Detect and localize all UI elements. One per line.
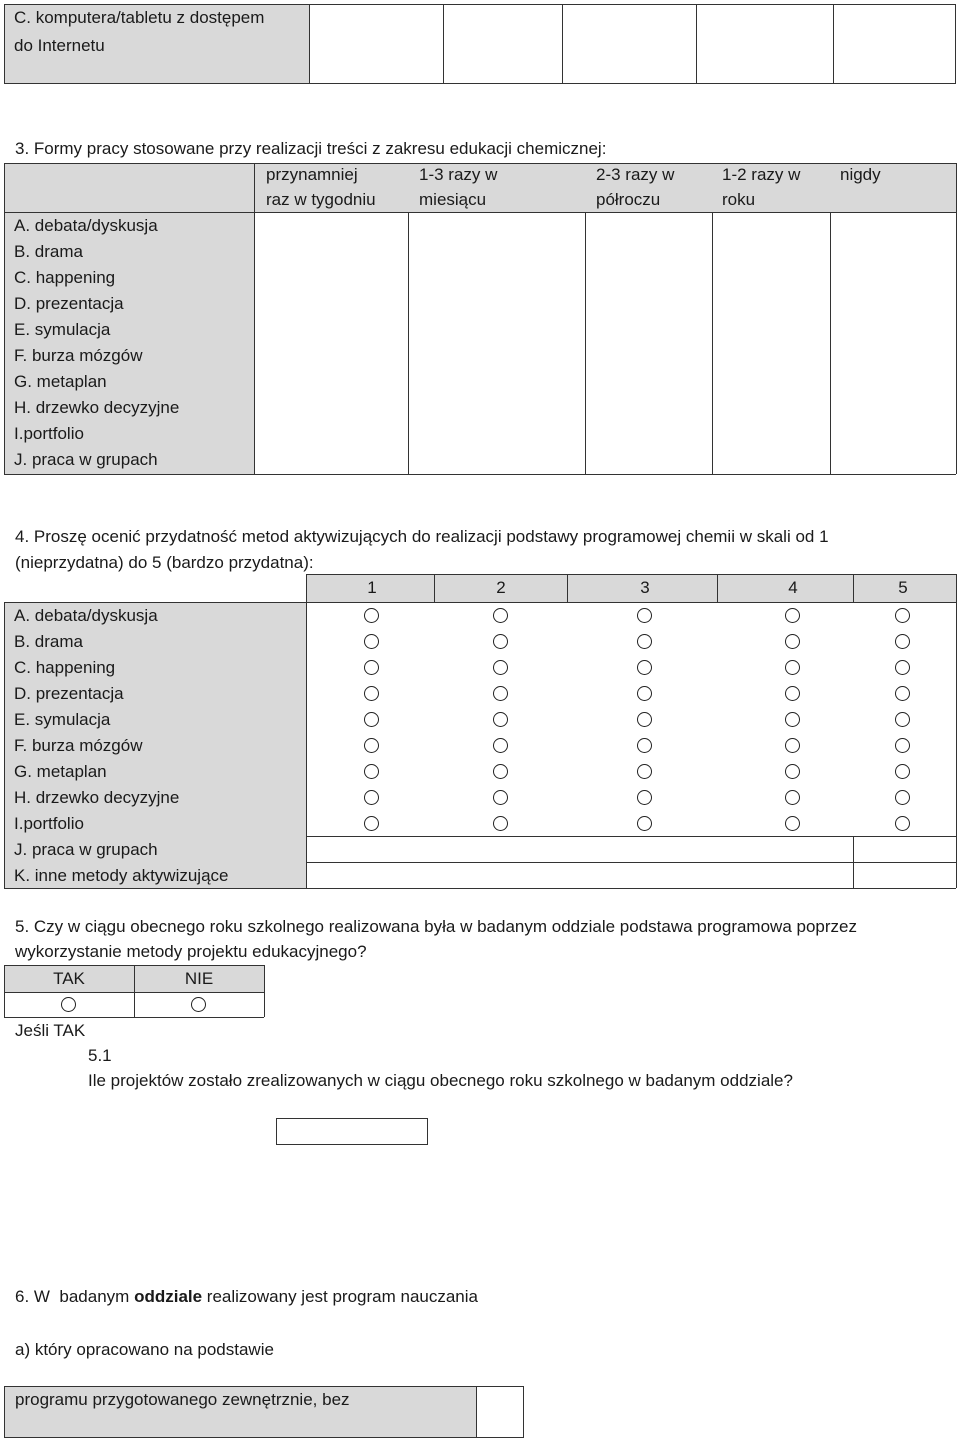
q5-radio-nie[interactable] — [191, 997, 206, 1012]
q4-grid-top — [306, 574, 956, 575]
q3-row-label: G. metaplan — [14, 372, 107, 391]
q4-radio-option[interactable] — [364, 738, 379, 753]
q4-scale-2: 2 — [496, 578, 506, 597]
q3-header-5-line1: nigdy — [840, 165, 881, 184]
q3-row-label: I.portfolio — [14, 424, 84, 443]
q4-scale-3: 3 — [640, 578, 650, 597]
q4-grid-row-j — [306, 836, 956, 837]
q4-radio-option[interactable] — [637, 764, 652, 779]
q3-grid-left — [4, 163, 5, 474]
q4-radio-option[interactable] — [364, 712, 379, 727]
q3-row-label: D. prezentacja — [14, 294, 124, 313]
q4-grid-v2 — [434, 574, 435, 602]
q5-option-tak: TAK — [53, 969, 85, 988]
q5-sub-number: 5.1 — [88, 1046, 112, 1065]
q3-row-label: H. drzewko decyzyjne — [14, 398, 180, 417]
q4-title-line1: 4. Proszę ocenić przydatność metod aktywizujących do realizacji podstawy programowej chemii w skali od 1 — [15, 527, 829, 546]
q4-radio-option[interactable] — [637, 686, 652, 701]
q4-radio-option[interactable] — [637, 712, 652, 727]
q4-radio-option[interactable] — [785, 790, 800, 805]
q3-grid-top — [4, 163, 956, 164]
q4-radio-option[interactable] — [785, 816, 800, 831]
q4-radio-option[interactable] — [364, 816, 379, 831]
top-answer-cell-2[interactable] — [443, 4, 563, 84]
q4-radio-option[interactable] — [364, 686, 379, 701]
q4-radio-option[interactable] — [895, 790, 910, 805]
q5-radio-tak[interactable] — [61, 997, 76, 1012]
q4-scale-5: 5 — [898, 578, 908, 597]
q4-scale-4: 4 — [788, 578, 798, 597]
q5-grid-right — [264, 965, 265, 1017]
q4-row-label: A. debata/dyskusja — [14, 606, 158, 625]
q4-row-label: K. inne metody aktywizujące — [14, 866, 229, 885]
q4-radio-option[interactable] — [493, 790, 508, 805]
top-answer-cell-1[interactable] — [309, 4, 444, 84]
q4-row-label: F. burza mózgów — [14, 736, 143, 755]
q3-grid-v2 — [408, 212, 409, 474]
q4-row-label: D. prezentacja — [14, 684, 124, 703]
q4-radio-option[interactable] — [493, 738, 508, 753]
top-row-label-line1: C. komputera/tabletu z dostępem — [14, 8, 265, 27]
q6-title-suffix: realizowany jest program nauczania — [202, 1287, 478, 1306]
q4-radio-option[interactable] — [493, 712, 508, 727]
q3-row-label: E. symulacja — [14, 320, 111, 339]
q4-row-label: H. drzewko decyzyjne — [14, 788, 180, 807]
q4-radio-option[interactable] — [785, 764, 800, 779]
q3-title: 3. Formy pracy stosowane przy realizacji treści z zakresu edukacji chemicznej: — [15, 139, 607, 158]
q4-radio-option[interactable] — [637, 608, 652, 623]
q6-title-bold: oddziale — [134, 1287, 203, 1306]
q3-row-label: J. praca w grupach — [14, 450, 158, 469]
q4-radio-option[interactable] — [637, 660, 652, 675]
q5-sub-question: Ile projektów zostało zrealizowanych w ciągu obecnego roku szkolnego w badanym oddziale? — [88, 1071, 793, 1090]
q4-row-label: G. metaplan — [14, 762, 107, 781]
q4-header-band — [306, 574, 956, 602]
q4-grid-left — [4, 602, 5, 888]
q3-header-3-line2: półroczu — [596, 190, 661, 209]
q6-option-label: programu przygotowanego zewnętrznie, bez — [15, 1390, 350, 1409]
q4-radio-option[interactable] — [895, 634, 910, 649]
q6-option-answer-cell[interactable] — [476, 1386, 524, 1438]
top-answer-cell-4[interactable] — [696, 4, 834, 84]
q4-radio-option[interactable] — [637, 634, 652, 649]
q3-grid-v1 — [254, 163, 255, 474]
q4-radio-option[interactable] — [364, 608, 379, 623]
q4-row-label: B. drama — [14, 632, 83, 651]
q6-sub-a: a) który opracowano na podstawie — [15, 1340, 274, 1359]
q6-title-prefix: 6. W badanym — [15, 1287, 135, 1306]
q3-header-1-line1: przynamniej — [266, 165, 358, 184]
q4-title-line2: (nieprzydatna) do 5 (bardzo przydatna): — [15, 553, 314, 572]
q3-grid-v4 — [712, 212, 713, 474]
q4-radio-option[interactable] — [637, 790, 652, 805]
q4-radio-option[interactable] — [895, 816, 910, 831]
q4-radio-option[interactable] — [785, 608, 800, 623]
q3-grid-right — [956, 163, 957, 474]
q3-grid-v3 — [585, 212, 586, 474]
q4-radio-option[interactable] — [493, 816, 508, 831]
q4-radio-option[interactable] — [895, 738, 910, 753]
q4-radio-option[interactable] — [785, 738, 800, 753]
q3-grid-bottom — [4, 474, 956, 475]
q3-row-label: A. debata/dyskusja — [14, 216, 158, 235]
q5-if-yes-label: Jeśli TAK — [15, 1021, 86, 1040]
q5-grid-left — [4, 965, 5, 1017]
q4-grid-v5 — [853, 574, 854, 602]
q4-radio-option[interactable] — [895, 712, 910, 727]
q3-row-label: C. happening — [14, 268, 116, 287]
q4-radio-option[interactable] — [493, 608, 508, 623]
q3-header-1-line2: raz w tygodniu — [266, 190, 376, 209]
top-row-label-line2: do Internetu — [14, 36, 105, 55]
q4-radio-option[interactable] — [364, 764, 379, 779]
q4-row-label: C. happening — [14, 658, 116, 677]
q5-title-line1: 5. Czy w ciągu obecnego roku szkolnego realizowana była w badanym oddziale podstawa programowa poprzez — [15, 917, 857, 936]
q4-radio-option[interactable] — [895, 660, 910, 675]
q4-radio-option[interactable] — [637, 816, 652, 831]
q4-radio-option[interactable] — [364, 790, 379, 805]
q4-radio-option[interactable] — [895, 608, 910, 623]
q4-radio-option[interactable] — [785, 712, 800, 727]
q4-radio-option[interactable] — [895, 764, 910, 779]
q5-grid-mid-v — [134, 965, 135, 1017]
q4-radio-option[interactable] — [493, 634, 508, 649]
q4-radio-option[interactable] — [364, 660, 379, 675]
q4-radio-option[interactable] — [785, 634, 800, 649]
q4-grid-v3 — [567, 574, 568, 602]
q4-row-label: I.portfolio — [14, 814, 84, 833]
q4-grid-v5-lower — [853, 836, 854, 888]
q3-header-2-line1: 1-3 razy w — [419, 165, 498, 184]
q4-grid-row-k — [306, 862, 956, 863]
q6-title — [15, 1284, 478, 1310]
q4-radio-option[interactable] — [785, 660, 800, 675]
q3-header-4-line2: roku — [722, 190, 756, 209]
q4-radio-option[interactable] — [493, 686, 508, 701]
q3-row-label: F. burza mózgów — [14, 346, 143, 365]
q4-row-label: E. symulacja — [14, 710, 111, 729]
q5-title-line2: wykorzystanie metody projektu edukacyjnego? — [15, 942, 367, 961]
top-answer-cell-3[interactable] — [562, 4, 697, 84]
q3-header-3-line1: 2-3 razy w — [596, 165, 675, 184]
top-answer-cell-5[interactable] — [833, 4, 956, 84]
q4-radio-option[interactable] — [364, 634, 379, 649]
q4-row-label: J. praca w grupach — [14, 840, 158, 859]
q4-radio-option[interactable] — [895, 686, 910, 701]
q3-grid-v5 — [830, 212, 831, 474]
q3-row-label: B. drama — [14, 242, 83, 261]
q4-radio-option[interactable] — [493, 764, 508, 779]
q4-radio-option[interactable] — [785, 686, 800, 701]
q4-radio-option[interactable] — [637, 738, 652, 753]
q4-scale-1: 1 — [367, 578, 377, 597]
q3-header-2-line2: miesiącu — [419, 190, 487, 209]
q5-project-count-input[interactable] — [276, 1118, 428, 1145]
q4-radio-option[interactable] — [493, 660, 508, 675]
q5-option-nie: NIE — [184, 969, 214, 988]
q3-header-4-line1: 1-2 razy w — [722, 165, 801, 184]
q4-grid-v1 — [306, 574, 307, 888]
q4-grid-v4 — [717, 574, 718, 602]
q4-grid-right — [956, 574, 957, 888]
